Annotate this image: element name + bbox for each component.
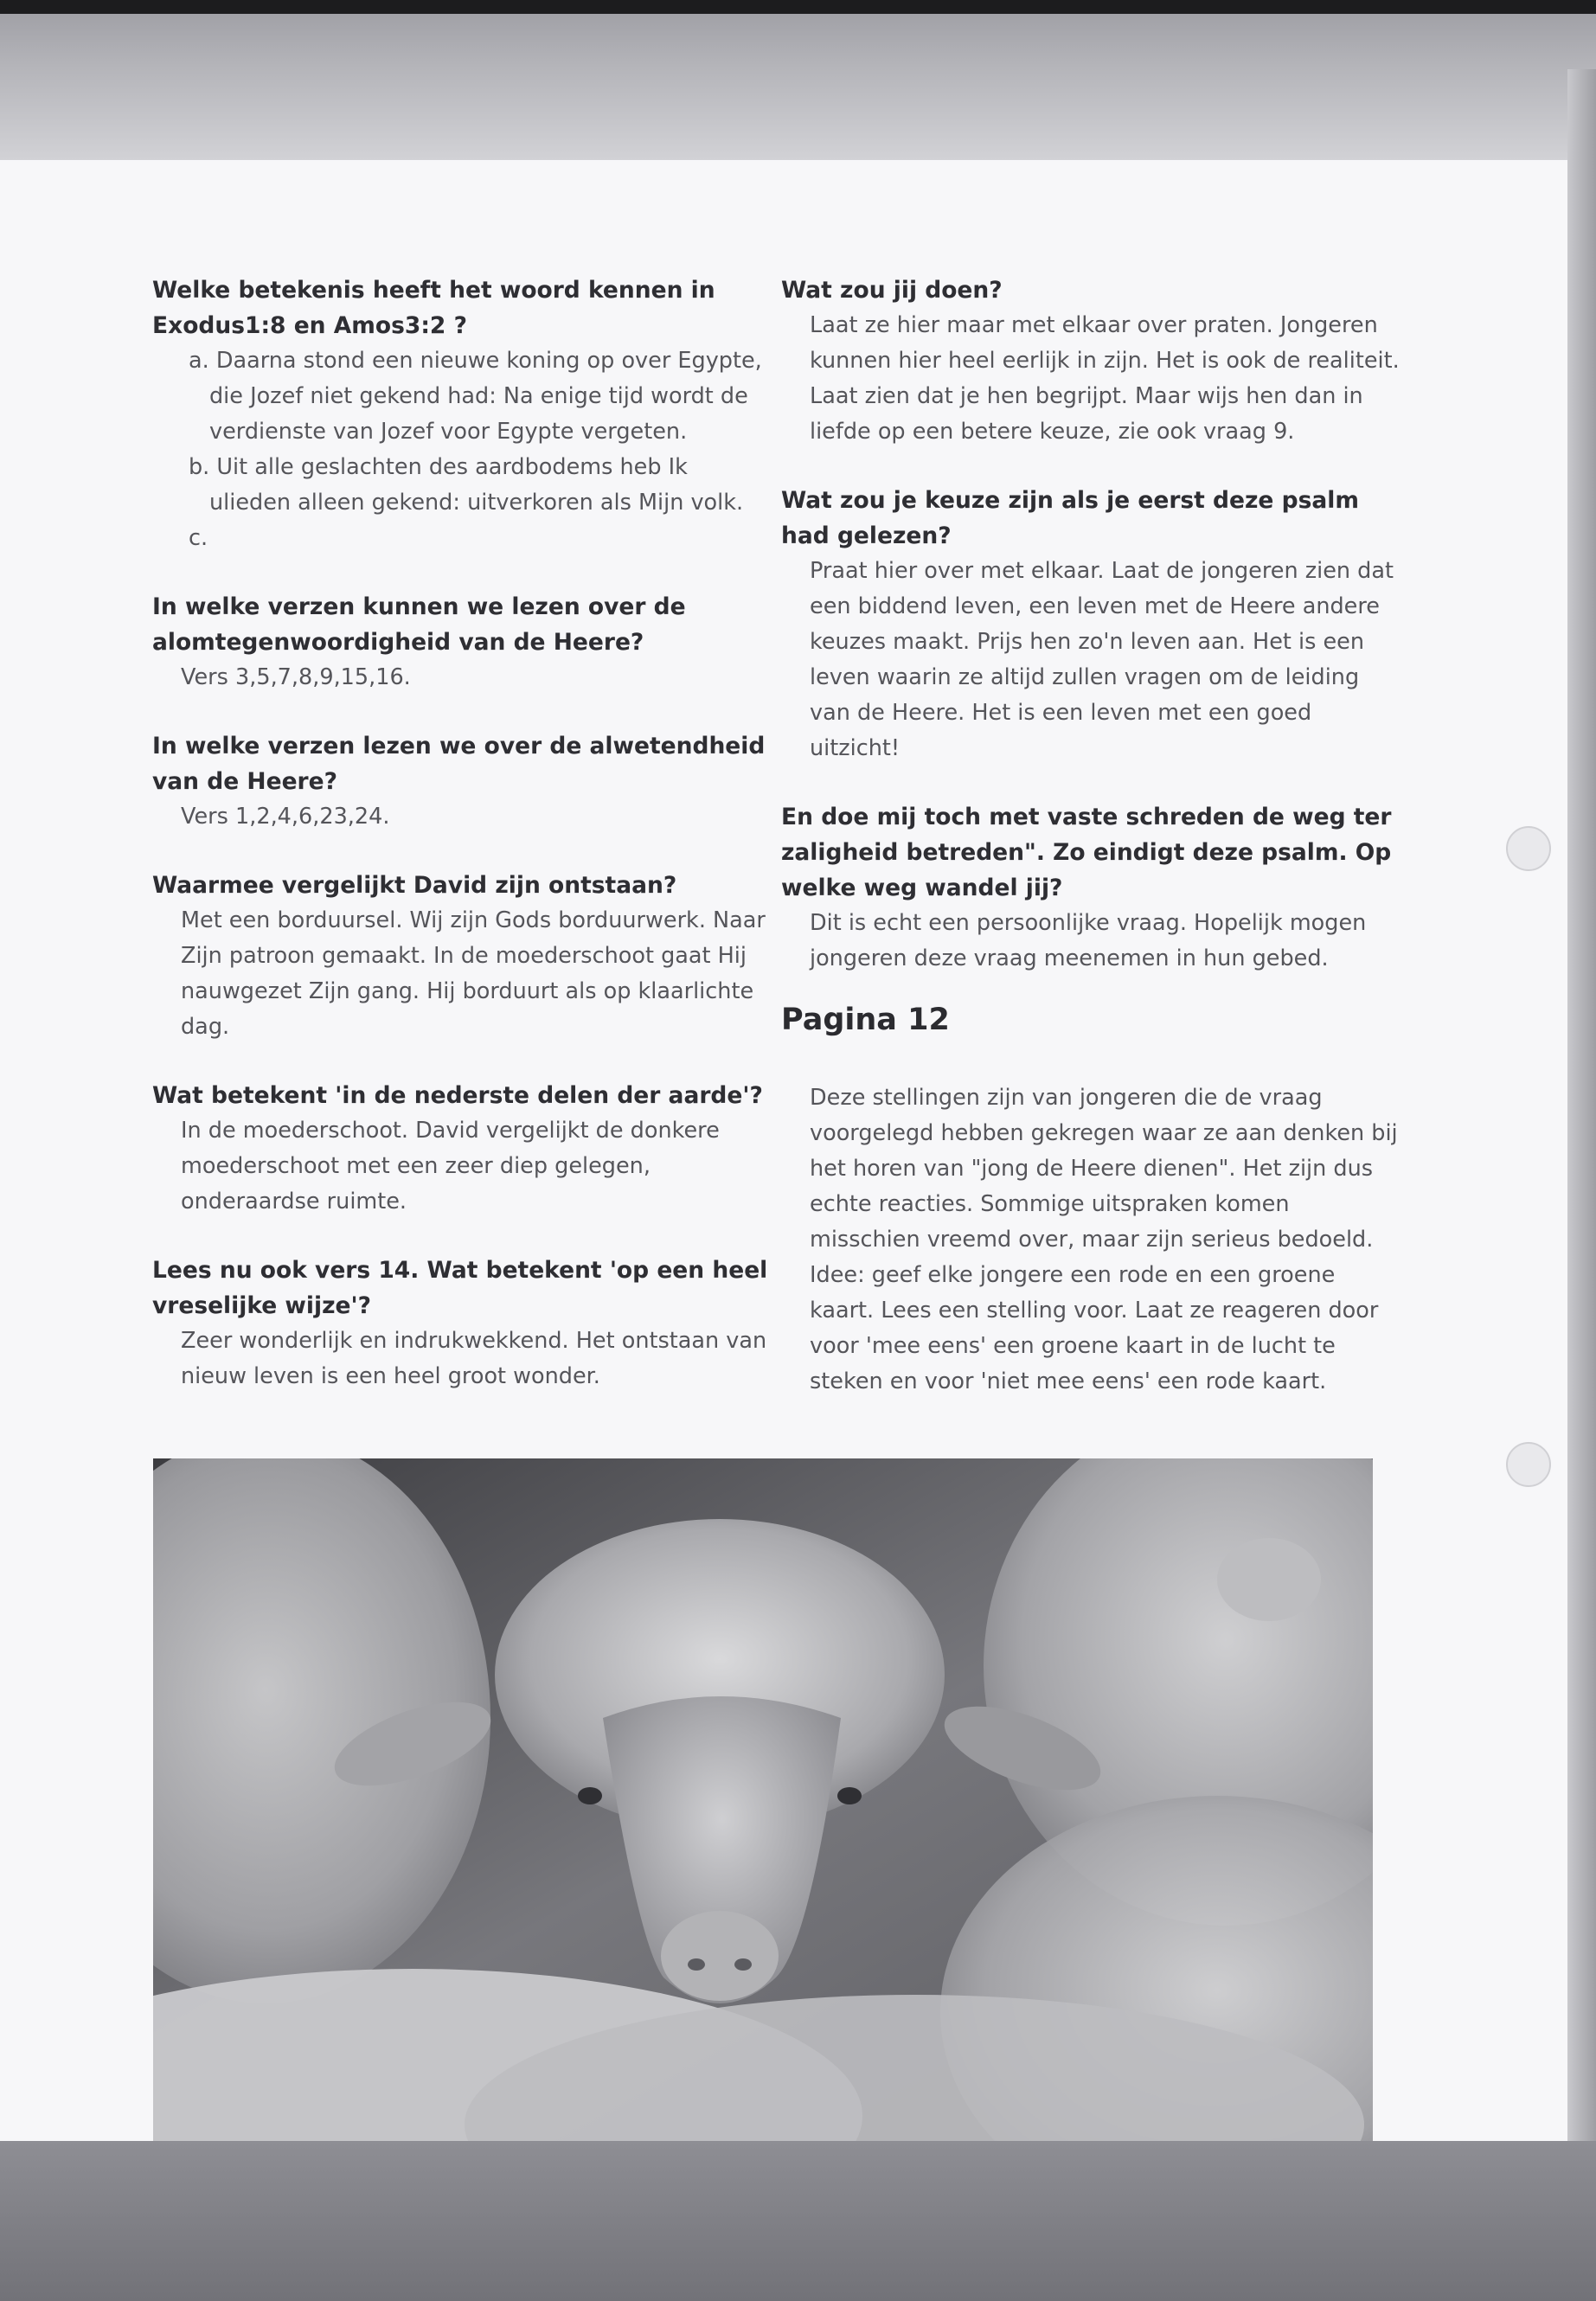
question-block-alomtegenwoordigheid [152,589,775,695]
question-block-keuze [781,483,1404,766]
question-block-weg [781,799,1404,977]
question-block-nederste-delen [152,1078,775,1220]
question-block-ontstaan [152,868,775,1045]
answer-text: Zeer wonderlijk en indrukwekkend. Het ontstaan van nieuw leven is een heel groot wonder. [181,1328,767,1389]
answer-text: In de moederschoot. David vergelijkt de donkere moederschoot met een zeer diep gelegen, onderaardse ruimte. [181,1118,720,1215]
sheep-photo [153,1458,1373,2141]
question-heading: Lees nu ook vers 14. Wat betekent 'op een heel vreselijke wijze'? [152,1257,768,1319]
question-block-alwetendheid [152,728,775,835]
answer-text: Laat ze hier maar met elkaar over praten. Jongeren kunnen hier heel eerlijk in zijn. Het is ook de realiteit. Laat zien dat je hen begrijpt. Maar wijs hen dan in liefde op een betere keuze, zie ook vraag 9. [810,312,1400,445]
scan-top-edge [0,0,1596,14]
answer-text: Praat hier over met elkaar. Laat de jongeren zien dat een biddend leven, een leven met de Heere andere keuzes maakt. Prijs hen zo'n leven aan. Het is een leven waarin ze altijd zullen vragen om de leiding van de Heere. Het is een leven met een goed uitzicht! [810,558,1394,761]
answer-text: Dit is echt een persoonlijke vraag. Hopelijk mogen jongeren deze vraag meenemen in hun gebed. [810,910,1367,971]
question-heading: Wat zou je keuze zijn als je eerst deze psalm had gelezen? [781,487,1359,549]
answer-text: Vers 3,5,7,8,9,15,16. [181,664,411,690]
answer-item-a: a. Daarna stond een nieuwe koning op over Egypte, die Jozef niet gekend had: Na enige tijd wordt de verdienste van Jozef voor Egypte vergeten. [189,348,762,445]
right-column [781,272,1404,1400]
punch-hole-upper [1506,826,1551,871]
section-text: Deze stellingen zijn van jongeren die de vraag voorgelegd hebben gekregen waar ze aan denken bij het horen van "jong de Heere dienen". Het zijn dus echte reacties. Sommige uitspraken komen misschien vreemd over, maar zijn serieus bedoeld. Idee: geef elke jongere een rode en een groene kaart. Lees een stelling voor. Laat ze reageren door voor 'mee eens' een groene kaart in de lucht te steken en voor 'niet mee eens' een rode kaart. [810,1085,1398,1394]
answer-item-b: b. Uit alle geslachten des aardbodems heb Ik ulieden alleen gekend: uitverkoren als Mijn volk. [189,454,744,516]
question-heading: Welke betekenis heeft het woord kennen in Exodus1:8 en Amos3:2 ? [152,277,715,339]
question-heading: Wat betekent 'in de nederste delen der aarde'? [152,1082,763,1109]
scan-bottom-margin [0,2141,1596,2301]
scan-top-margin [0,0,1596,164]
answer-text: Vers 1,2,4,6,23,24. [181,804,390,830]
question-block-wat-zou-jij-doen [781,272,1404,450]
question-heading: Wat zou jij doen? [781,277,1003,304]
question-heading: In welke verzen kunnen we lezen over de alomtegenwoordigheid van de Heere? [152,593,686,656]
punch-hole-lower [1506,1442,1551,1487]
question-block-kennen [152,272,775,556]
question-heading: In welke verzen lezen we over de alwetendheid van de Heere? [152,733,766,795]
scan-right-edge [1567,69,1596,2189]
question-heading: Waarmee vergelijkt David zijn ontstaan? [152,872,677,899]
question-heading: En doe mij toch met vaste schreden de weg ter zaligheid betreden". Zo eindigt deze psalm. Op welke weg wandel jij? [781,804,1392,901]
section-heading: Pagina 12 [781,1003,950,1037]
question-block-vers-14 [152,1253,775,1394]
left-column [152,272,775,1427]
answer-item-c: c. [189,525,208,551]
answer-text: Met een borduursel. Wij zijn Gods borduurwerk. Naar Zijn patroon gemaakt. In de moederschoot gaat Hij nauwgezet Zijn gang. Hij borduurt als op klaarlichte dag. [181,907,766,1040]
